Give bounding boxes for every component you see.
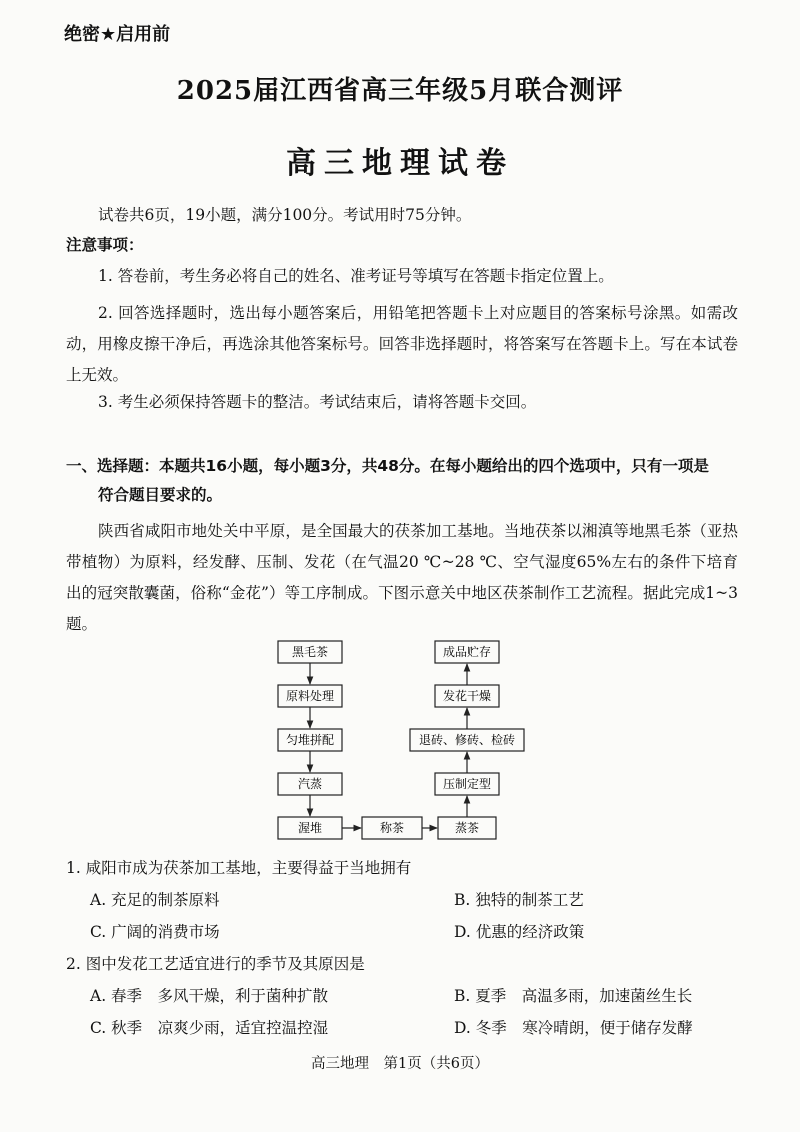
section-heading-line2: 符合题目要求的。 bbox=[98, 486, 223, 504]
question-1-option-c: C. 广阔的消费市场 bbox=[90, 923, 220, 941]
flow-label-steaming: 汽蒸 bbox=[297, 777, 323, 791]
section-heading bbox=[66, 452, 738, 510]
question-2-stem: 2. 图中发花工艺适宜进行的季节及其原因是 bbox=[66, 955, 365, 973]
flow-label-blending: 匀堆拼配 bbox=[285, 733, 335, 747]
exam-title: 2025届江西省高三年级5月联合测评 bbox=[176, 76, 624, 106]
flow-label-processing: 原料处理 bbox=[285, 689, 335, 703]
flowchart bbox=[270, 637, 532, 842]
flow-label-fermenting: 发花干燥 bbox=[442, 689, 492, 703]
section-heading-line1: 一、选择题：本题共16小题，每小题3分，共48分。在每小题给出的四个选项中，只有一项是 bbox=[66, 457, 709, 475]
flow-label-weighing: 称茶 bbox=[379, 821, 405, 835]
flow-label-piling: 渥堆 bbox=[297, 821, 323, 835]
question-2-option-d: D. 冬季 寒冷晴朗，便于储存发酵 bbox=[454, 1019, 693, 1037]
notice-item-1: 1. 答卷前，考生务必将自己的姓名、准考证号等填写在答题卡指定位置上。 bbox=[98, 267, 614, 285]
question-1-stem: 1. 咸阳市成为茯茶加工基地，主要得益于当地拥有 bbox=[66, 859, 412, 877]
notice-item-2: 2. 回答选择题时，选出每小题答案后，用铅笔把答题卡上对应题目的答案标号涂黑。如需改动，用橡皮擦干净后，再选涂其他答案标号。回答非选择题时，将答案写在答题卡上。写在本试卷上无效。 bbox=[66, 304, 738, 384]
exam-intro: 试卷共6页，19小题，满分100分。考试用时75分钟。 bbox=[98, 206, 472, 224]
flow-label-raw-tea: 黑毛茶 bbox=[291, 645, 329, 659]
flow-label-storage: 成品贮存 bbox=[442, 645, 492, 659]
question-2-option-a: A. 春季 多风干燥，利于菌种扩散 bbox=[90, 987, 329, 1005]
notice-item-3: 3. 考生必须保持答题卡的整洁。考试结束后，请将答题卡交回。 bbox=[98, 393, 537, 411]
question-1-option-b: B. 独特的制茶工艺 bbox=[454, 891, 584, 909]
question-2-option-b: B. 夏季 高温多雨，加速菌丝生长 bbox=[454, 987, 693, 1005]
subject-title: 高三地理试卷 bbox=[286, 146, 514, 181]
flow-label-brick-check: 退砖、修砖、检砖 bbox=[418, 733, 516, 747]
question-1-option-d: D. 优惠的经济政策 bbox=[454, 923, 585, 941]
question-material: 陕西省咸阳市地处关中平原，是全国最大的茯茶加工基地。当地茯茶以湘滇等地黑毛茶（亚热带植物）为原料，经发酵、压制、发花（在气温20 ℃~28 ℃、空气湿度65%左右的条件下培育出的冠突散囊菌，俗称“金花”）等工序制成。下图示意关中地区茯茶制作工艺流程。据此完成1~3题。 bbox=[66, 522, 738, 633]
flow-label-pressing: 压制定型 bbox=[442, 777, 492, 791]
question-1-option-a: A. 充足的制茶原料 bbox=[90, 891, 220, 909]
notice-heading: 注意事项： bbox=[66, 236, 144, 254]
page-footer: 高三地理 第1页（共6页） bbox=[311, 1056, 489, 1072]
secret-mark: 绝密★启用前 bbox=[64, 24, 171, 45]
flow-label-steam-tea: 蒸茶 bbox=[454, 821, 480, 835]
question-2-option-c: C. 秋季 凉爽少雨，适宜控温控湿 bbox=[90, 1019, 329, 1037]
